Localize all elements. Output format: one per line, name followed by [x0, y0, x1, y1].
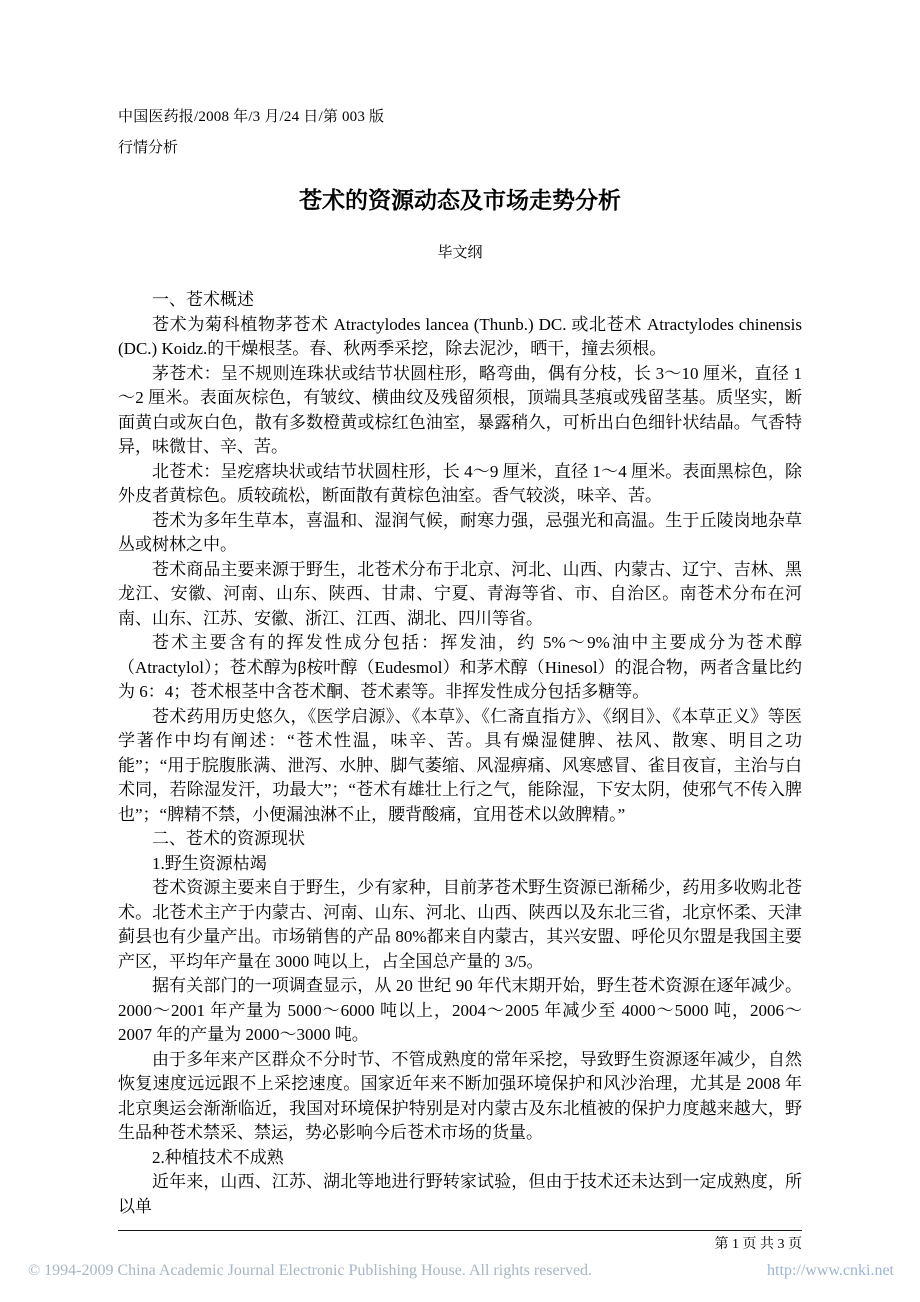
body-paragraph: 苍术为菊科植物茅苍术 Atractylodes lancea (Thunb.) DC. 或北苍术 Atractylodes chinensis (DC.) Koidz.的干燥根茎。春、秋两季采挖，除去泥沙，晒干，撞去须根。 — [118, 314, 802, 358]
body-paragraph: 苍术为多年生草本，喜温和、湿润气候，耐寒力强，忌强光和高温。生于丘陵岗地杂草丛或树林之中。 — [118, 510, 802, 554]
body-paragraph: 苍术主要含有的挥发性成分包括：挥发油，约 5%～9%油中主要成分为苍术醇（Atractylol）；苍术醇为β桉叶醇（Eudesmol）和茅术醇（Hinesol）的混合物，两者含量比约为 6：4；苍术根茎中含苍术酮、苍术素等。非挥发性成分包括多糖等。 — [118, 633, 802, 701]
footer-divider — [118, 1230, 802, 1231]
copyright-text: © 1994-2009 China Academic Journal Electronic Publishing House. All rights reserved. — [28, 1262, 593, 1279]
subsection-heading-planting-tech: 2.种植技术不成熟 — [152, 1147, 284, 1167]
article-author: 毕文纲 — [437, 245, 483, 261]
body-paragraph: 苍术商品主要来源于野生，北苍术分布于北京、河北、山西、内蒙古、辽宁、吉林、黑龙江、安徽、河南、山东、陕西、甘肃、宁夏、青海等省、市、自治区。南苍术分布在河南、山东、江苏、安徽、浙江、江西、湖北、四川等省。 — [118, 559, 802, 628]
body-paragraph: 茅苍术：呈不规则连珠状或结节状圆柱形，略弯曲，偶有分枝，长 3～10 厘米，直径 1～2 厘米。表面灰棕色，有皱纹、横曲纹及残留须根，顶端具茎痕或残留茎基。质坚实，断面黄白或灰白色，散有多数橙黄或棕红色油室，暴露稍久，可析出白色细针状结晶。气香特异，味微甘、辛、苦。 — [118, 363, 802, 456]
column-name: 行情分析 — [118, 140, 179, 156]
section-heading-resource-status: 二、苍术的资源现状 — [152, 829, 305, 848]
body-paragraph: 据有关部门的一项调查显示，从 20 世纪 90 年代末期开始，野生苍术资源在逐年减少。2000～2001 年产量为 5000～6000 吨以上，2004～2005 年减少至 4000～5000 吨，2006～2007 年的产量为 2000～3000 吨。 — [118, 976, 802, 1044]
article-body — [118, 288, 802, 1219]
body-paragraph: 北苍术：呈疙瘩块状或结节状圆柱形，长 4～9 厘米，直径 1～4 厘米。表面黑棕色，除外皮者黄棕色。质较疏松，断面散有黄棕色油室。香气较淡，味辛、苦。 — [118, 461, 802, 505]
body-paragraph: 近年来，山西、江苏、湖北等地进行野转家试验，但由于技术还未达到一定成熟度，所以单 — [118, 1172, 802, 1216]
cnki-link[interactable]: http://www.cnki.net — [767, 1262, 894, 1279]
page-number: 第 1 页 共 3 页 — [714, 1237, 802, 1252]
body-paragraph: 苍术资源主要来自于野生，少有家种，目前茅苍术野生资源已渐稀少，药用多收购北苍术。北苍术主产于内蒙古、河南、山东、河北、山西、陕西以及东北三省，北京怀柔、天津蓟县也有少量产出。市场销售的产品 80%都来自内蒙古，其兴安盟、呼伦贝尔盟是我国主要产区，平均年产量在 3000 吨以上，占全国总产量的 3/5。 — [118, 878, 802, 971]
body-paragraph: 苍术药用历史悠久，《医学启源》、《本草》、《仁斋直指方》、《纲目》、《本草正义》等医学著作中均有阐述：“苍术性温，味辛、苦。具有燥湿健脾、祛风、散寒、明目之功能”；“用于脘腹胀满、泄泻、水肿、脚气萎缩、风湿痹痛、风寒感冒、雀目夜盲，主治与白术同，若除湿发汗，功最大”；“苍术有雄壮上行之气，能除湿，下安太阴，使邪气不传入脾也”；“脾精不禁，小便漏浊淋不止，腰背酸痛，宜用苍术以敛脾精。” — [118, 706, 802, 824]
publication-source: 中国医药报/2008 年/3 月/24 日/第 003 版 — [118, 109, 385, 125]
body-paragraph: 由于多年来产区群众不分时节、不管成熟度的常年采挖，导致野生资源逐年减少，自然恢复速度远远跟不上采挖速度。国家近年来不断加强环境保护和风沙治理，尤其是 2008 年北京奥运会渐渐临近，我国对环境保护特别是对内蒙古及东北植被的保护力度越来越大，野生品种苍术禁采、禁运，势必影响今后苍术市场的货量。 — [118, 1049, 802, 1142]
copyright-bar — [28, 1262, 894, 1280]
section-heading-overview: 一、苍术概述 — [152, 290, 254, 309]
subsection-heading-wild-resources: 1.野生资源枯竭 — [152, 853, 267, 873]
article-title: 苍术的资源动态及市场走势分析 — [299, 188, 621, 213]
page-content — [118, 106, 802, 1254]
